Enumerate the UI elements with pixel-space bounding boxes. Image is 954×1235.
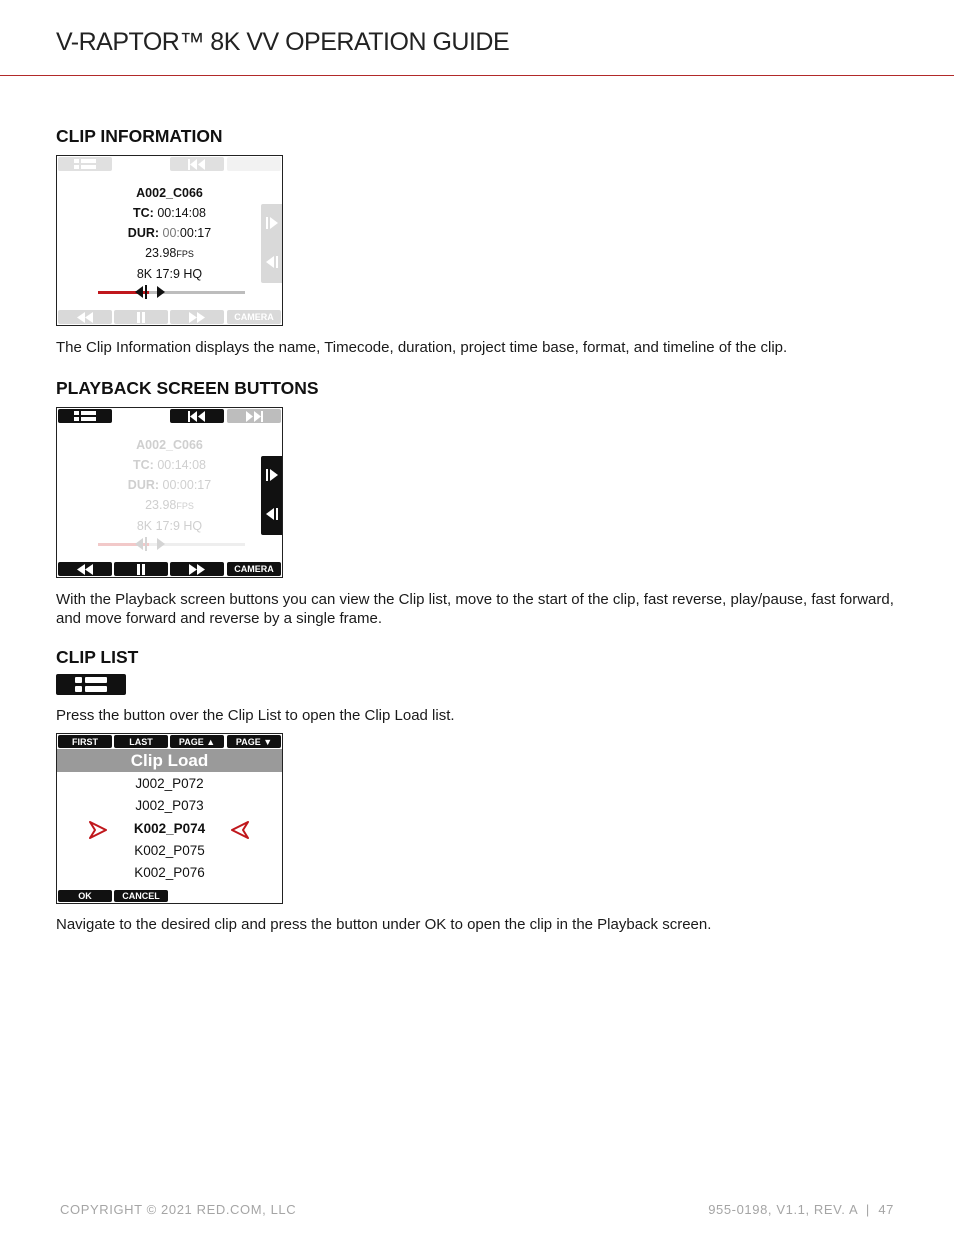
ok-button: OK: [58, 890, 112, 902]
duration-line: DUR: 00:00:17: [127, 226, 212, 240]
clip-information-caption: The Clip Information displays the name, Timecode, duration, project time base, format, and timeline of the clip.: [56, 339, 788, 356]
clip-load-title: Clip Load: [57, 749, 282, 772]
step-back-icon: [264, 506, 280, 522]
fast-forward-icon: [188, 312, 206, 323]
clip-list-button-illustration: [56, 674, 126, 695]
format-line: 8K 17:9 HQ: [136, 519, 203, 533]
pause-button: [114, 310, 168, 324]
camera-button: CAMERA: [227, 310, 281, 324]
pause-button: [114, 562, 168, 576]
screen-top-bar: [57, 156, 282, 172]
clip-load-screen: [56, 733, 283, 904]
clip-list-caption-1: Press the button over the Clip List to open the Clip Load list.: [56, 707, 455, 724]
fps-line: [97, 243, 242, 264]
footer-copyright: COPYRIGHT © 2021 RED.COM, LLC: [60, 1202, 297, 1217]
frame-step-sidebar: [261, 456, 282, 535]
timecode-line: TC: 00:14:08: [133, 458, 206, 472]
clip-timeline: [98, 543, 245, 546]
skip-to-end-button: [227, 157, 281, 171]
playback-buttons-caption: With the Playback screen buttons you can view the Clip list, move to the start of the clip, fast reverse, play/pause, fast forward, and move forward and reverse by a single frame.: [56, 591, 894, 627]
fps-unit: FPS: [176, 501, 194, 511]
rewind-button: [58, 562, 112, 576]
list-icon: [74, 411, 96, 422]
cancel-button: CANCEL: [114, 890, 168, 902]
footer-doc-ref: 955-0198, V1.1, REV. A | 47: [708, 1202, 894, 1217]
clip-list-item: K002_P075: [134, 843, 205, 858]
fast-forward-button: [170, 310, 224, 324]
fast-forward-button: [170, 562, 224, 576]
skip-to-end-button: [227, 409, 281, 423]
clip-name: A002_C066: [136, 186, 203, 200]
screen-top-bar: [57, 408, 282, 424]
fast-forward-icon: [188, 564, 206, 575]
clip-name: A002_C066: [136, 438, 203, 452]
first-button: FIRST: [58, 735, 112, 748]
clip-info-block: [97, 435, 242, 536]
timecode-value: 00:14:08: [157, 206, 206, 220]
clip-list-item-selected: K002_P074: [133, 821, 206, 836]
camera-button: CAMERA: [227, 562, 281, 576]
section-heading-playback-buttons: PLAYBACK SCREEN BUTTONS: [56, 378, 319, 398]
step-back-icon: [264, 254, 280, 270]
page-up-button: PAGE ▲: [170, 735, 224, 748]
fps-line: [97, 495, 242, 516]
duration-value: 00:17: [179, 226, 212, 240]
clip-list-item: K002_P076: [134, 865, 205, 880]
clip-list-button: [58, 157, 112, 171]
step-forward-icon: [264, 467, 280, 483]
selection-arrow-right-icon: [89, 821, 107, 839]
skip-to-start-button: [170, 409, 224, 423]
duration-value: 00:17: [179, 478, 212, 492]
clip-list-button: [58, 409, 112, 423]
duration-prefix: 00:: [162, 478, 180, 492]
playback-buttons-screen: [56, 407, 283, 578]
skip-to-start-icon: [188, 159, 206, 170]
clip-list-caption-2: Navigate to the desired clip and press the button under OK to open the clip in the Playback screen.: [56, 916, 712, 933]
section-heading-clip-list: CLIP LIST: [56, 647, 139, 667]
timeline-playhead-icon: [133, 537, 167, 551]
format-line: 8K 17:9 HQ: [136, 267, 203, 281]
skip-to-start-icon: [188, 411, 206, 422]
rewind-icon: [76, 312, 94, 323]
timeline-playhead-icon: [133, 285, 167, 299]
clip-list-item: J002_P072: [135, 776, 204, 791]
page-down-button: PAGE ▼: [227, 735, 281, 748]
rewind-button: [58, 310, 112, 324]
frame-step-sidebar: [261, 204, 282, 283]
list-icon: [75, 677, 107, 692]
clip-info-block: [97, 183, 242, 284]
selection-arrow-left-icon: [231, 821, 249, 839]
document-title: V-RAPTOR™ 8K VV OPERATION GUIDE: [56, 28, 510, 56]
timecode-line: TC: 00:14:08: [133, 206, 206, 220]
clip-information-screen: [56, 155, 283, 326]
pause-icon: [136, 564, 146, 575]
section-heading-clip-information: CLIP INFORMATION: [56, 126, 223, 146]
title-divider: [0, 75, 954, 76]
skip-to-start-button: [170, 157, 224, 171]
last-button: LAST: [114, 735, 168, 748]
fps-unit: FPS: [176, 249, 194, 259]
clip-list-item: J002_P073: [135, 798, 204, 813]
timecode-value: 00:14:08: [157, 458, 206, 472]
duration-prefix: 00:: [162, 226, 180, 240]
duration-line: DUR: 00:00:17: [127, 478, 212, 492]
skip-to-end-icon: [245, 411, 263, 422]
pause-icon: [136, 312, 146, 323]
step-forward-icon: [264, 215, 280, 231]
rewind-icon: [76, 564, 94, 575]
fps-value: 23.98: [145, 498, 177, 512]
fps-value: 23.98: [145, 246, 177, 260]
list-icon: [74, 159, 96, 170]
clip-timeline: [98, 291, 245, 294]
